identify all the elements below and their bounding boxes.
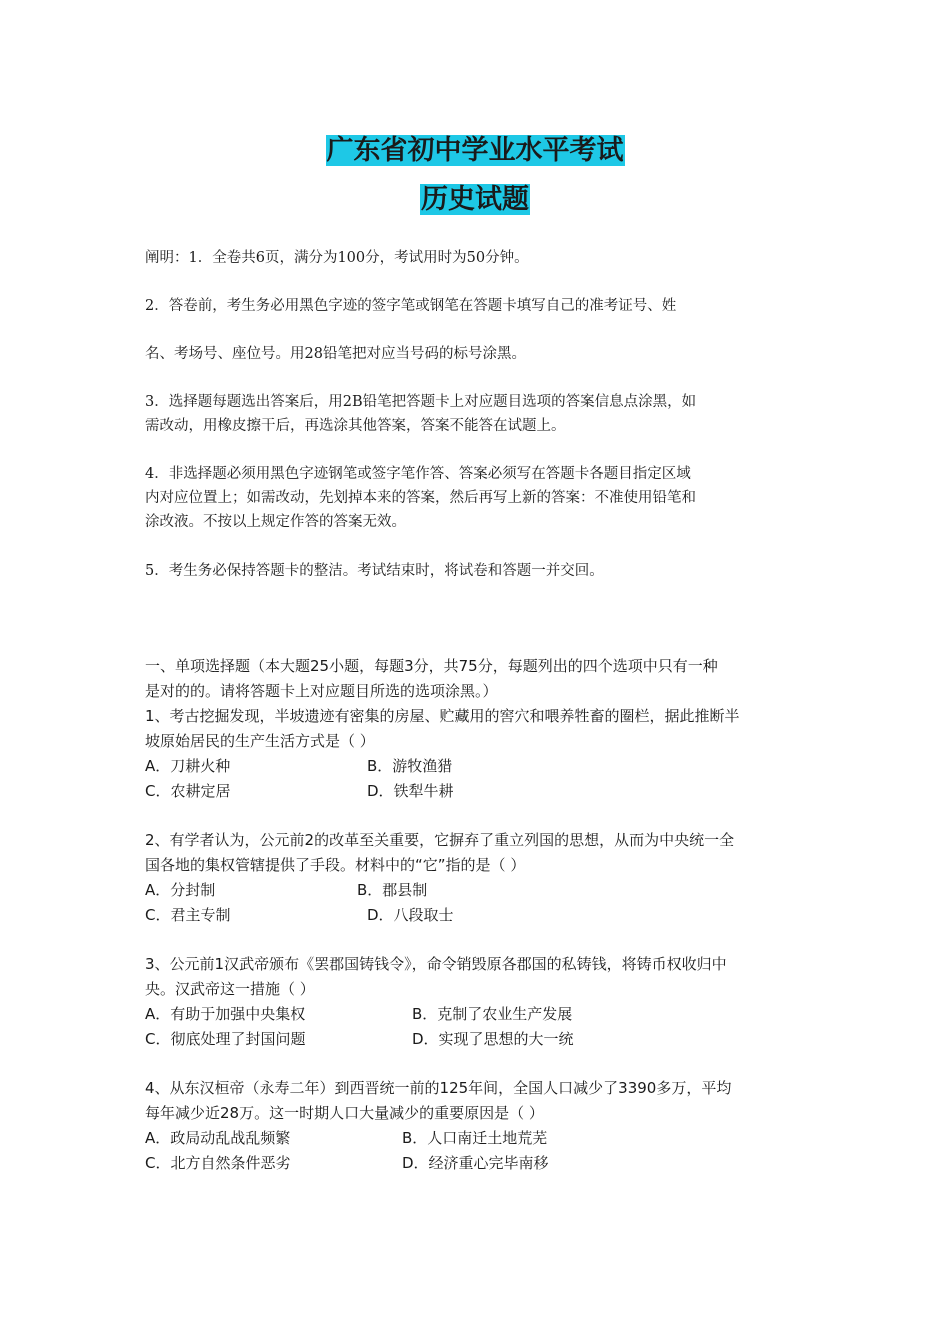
option-c: C．农耕定居 <box>145 782 231 800</box>
instruction-line: 5．考生务必保持答题卡的整洁。考试结束时，将试卷和答题一并交回。 <box>145 563 604 579</box>
question-stem: 国各地的集权管辖提供了手段。材料中的“它”指的是（ ） <box>145 856 526 874</box>
exam-subtitle-text: 历史试题 <box>421 184 529 215</box>
option-a: A．有助于加强中央集权 <box>145 1005 306 1023</box>
question-stem: 1、考古挖掘发现，半坡遗迹有密集的房屋、贮藏用的窖穴和喂养牲畜的圈栏，据此推断半 <box>145 707 740 725</box>
instruction-line: 涂改液。不按以上规定作答的答案无效。 <box>145 514 406 530</box>
instruction-line: 阐明：1．全卷共6页，满分为100分，考试用时为50分钟。 <box>145 250 529 266</box>
option-d: D．铁犁牛耕 <box>367 782 454 800</box>
exam-title-text: 广东省初中学业水平考试 <box>326 135 624 166</box>
question-stem: 每年减少近28万。这一时期人口大量减少的重要原因是（ ） <box>145 1104 544 1122</box>
option-d: D．实现了思想的大一统 <box>412 1030 574 1048</box>
option-c: C．彻底处理了封国问题 <box>145 1030 306 1048</box>
option-d: D．八段取士 <box>367 906 454 924</box>
option-b: B．克制了农业生产发展 <box>412 1005 573 1023</box>
question-stem: 4、从东汉桓帝（永寿二年）到西晋统一前的125年间，全国人口减少了3390多万，平均 <box>145 1079 732 1097</box>
option-b: B．人口南迁土地荒芜 <box>402 1129 548 1147</box>
option-d: D．经济重心完毕南移 <box>402 1154 549 1172</box>
option-c: C．北方自然条件恶劣 <box>145 1154 291 1172</box>
option-b: B．郡县制 <box>357 881 428 899</box>
section-heading: 一、单项选择题（本大题25小题，每题3分，共75分，每题列出的四个选项中只有一种 <box>145 657 718 675</box>
instruction-line: 3．选择题每题选出答案后，用2B铅笔把答题卡上对应题目选项的答案信息点涂黑，如 <box>145 394 697 410</box>
instruction-line: 名、考场号、座位号。用28铅笔把对应当号码的标号涂黑。 <box>145 346 526 362</box>
question-stem: 坡原始居民的生产生活方式是（ ） <box>145 732 375 750</box>
question-stem: 2、有学者认为，公元前2的改革至关重要，它摒弃了重立列国的思想，从而为中央统一全 <box>145 831 735 849</box>
exam-subtitle <box>0 184 950 216</box>
option-a: A．分封制 <box>145 881 216 899</box>
option-b: B．游牧渔猎 <box>367 757 453 775</box>
instruction-line: 2．答卷前，考生务必用黑色字迹的签字笔或钢笔在答题卡填写自己的准考证号、姓 <box>145 298 677 314</box>
option-a: A．政局动乱战乱频繁 <box>145 1129 291 1147</box>
question-stem: 3、公元前1汉武帝颁布《罢郡国铸钱令》，命令销毁原各郡国的私铸钱，将铸币权收归中 <box>145 955 727 973</box>
instruction-line: 内对应位置上；如需改动，先划掉本来的答案，然后再写上新的答案：不准使用铅笔和 <box>145 490 696 506</box>
section-heading: 是对的的。请将答题卡上对应题目所选的选项涂黑。） <box>145 682 498 700</box>
instruction-line: 4．非选择题必须用黑色字迹钢笔或签字笔作答、答案必须写在答题卡各题目指定区域 <box>145 466 691 482</box>
option-c: C．君主专制 <box>145 906 231 924</box>
instruction-line: 需改动，用橡皮擦干后，再选涂其他答案，答案不能答在试题上。 <box>145 418 566 434</box>
option-a: A．刀耕火种 <box>145 757 231 775</box>
exam-title <box>0 135 950 167</box>
question-stem: 央。汉武帝这一措施（ ） <box>145 980 315 998</box>
